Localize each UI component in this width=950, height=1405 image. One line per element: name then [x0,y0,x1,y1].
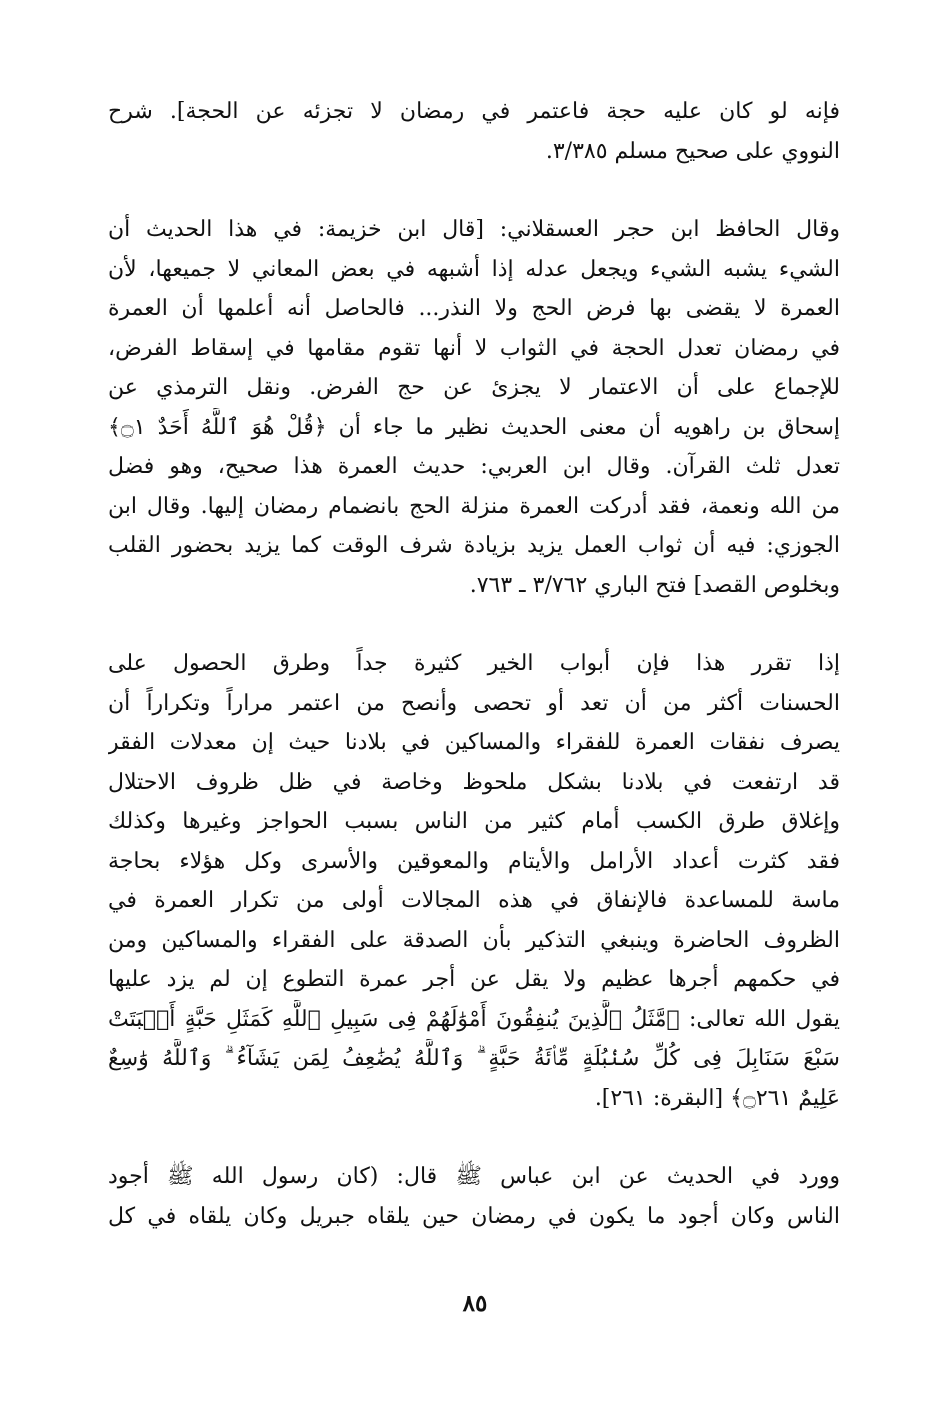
text-line: الجوزي: فيه أن ثواب العمل يزيد بزيادة شرف الوقت كما يزيد بحضور القلب [108,533,840,558]
page-number: ٨٥ [462,1290,488,1317]
text-line: العمرة لا يقضى بها فرض الحج ولا النذر... فالحاصل أنه أعلمها أن العمرة [108,296,840,321]
quran-verse-line: سَبْعَ سَنَابِلَ فِى كُلِّ سُنۢبُلَةٍ مِّا۟ئَةُ حَبَّةٍ ۗ وَٱللَّهُ يُضَٰعِفُ لِمَن يَشَآءُ ۗ وَٱللَّهُ وَٰسِعٌ [108,1046,840,1071]
paragraph-gap [108,605,840,644]
text-line: فإنه لو كان عليه حجة فاعتمر في رمضان لا تجزئه عن الحجة]. شرح [108,99,840,124]
text-line: الحسنات أكثر من أن تعد أو تحصى وأنصح من اعتمر مراراً وتكراراً أن [108,690,840,716]
text-line: إسحاق بن راهويه أن معنى الحديث نظير ما جاء أن ﴿قُلْ هُوَ ٱللَّهُ أَحَدٌ ۝١﴾ [108,414,840,440]
text-line: تعدل ثلث القرآن. وقال ابن العربي: حديث العمرة هذا صحيح، وهو فضل [108,454,840,479]
text-line: للإجماع على أن الاعتمار لا يجزئ عن حج الفرض. ونقل الترمذي عن [108,375,840,400]
text-line: ماسة للمساعدة فالإنفاق في هذه المجالات أولى من تكرار العمرة في [108,888,840,913]
quran-verse-line: عَلِيمٌ ۝٢٦١﴾ [البقرة: ٢٦١]. [594,1085,840,1111]
paragraph-nawawi-citation [108,92,840,171]
text-line: وورد في الحديث عن ابن عباس ﷺ قال: (كان رسول الله ﷺ أجود [108,1164,840,1189]
paragraph-gap [108,1118,840,1157]
text-line: الشيء يشبه الشيء ويجعل عدله إذا أشبهه في بعض المعاني لا جميعها، لأن [108,256,840,282]
text-line: قد ارتفعت في بلادنا بشكل ملحوظ وخاصة في ظل ظروف الاحتلال [108,769,840,795]
quran-verse-line: يقول الله تعالى: ﴿مَّثَلُ ٱلَّذِينَ يُنفِقُونَ أَمْوَٰلَهُمْ فِى سَبِيلِ ٱللَّهِ كَمَثَلِ حَبَّةٍ أَنۢبَتَتْ [108,1006,840,1032]
text-line: في رمضان تعدل الحجة في الثواب لا أنها تقوم مقامها في إسقاط الفرض، [108,335,840,361]
text-line: إذا تقرر هذا فإن أبواب الخير كثيرة جداً وطرق الحصول على [108,651,840,676]
text-line: النووي على صحيح مسلم ٣/٣٨٥. [545,138,840,164]
text-line: الظروف الحاضرة وينبغي التذكير بأن الصدقة على الفقراء والمساكين ومن [108,927,840,953]
text-line: فقد كثرت أعداد الأرامل والأيتام والمعوقين والأسرى وكل هؤلاء بحاجة [108,848,840,874]
text-line: وإغلاق طرق الكسب أمام كثير من الناس بسبب الحواجز وغيرها وكذلك [108,809,840,834]
text-line: وبخلوص القصد] فتح الباري ٣/٧٦٢ ـ ٧٦٣. [469,572,840,598]
paragraph-ibn-abbas-hadith [108,1157,840,1236]
text-line: الناس وكان أجود ما يكون في رمضان حين يلقاه جبريل وكان يلقاه في كل [108,1203,840,1229]
text-line: من الله ونعمة، فقد أدركت العمرة منزلة الحج بانضمام رمضان إليها. وقال ابن [108,493,840,519]
text-line: يصرف نفقات العمرة للفقراء والمساكين في بلادنا حيث إن معدلات الفقر [108,730,840,755]
text-line: في حكمهم أجرها عظيم ولا يقل عن أجر عمرة التطوع إن لم يزد عليها [108,967,840,992]
paragraph-gap [108,171,840,210]
page-body [108,92,840,1236]
paragraph-ibn-hajar-quote [108,210,840,605]
text-line: وقال الحافظ ابن حجر العسقلاني: [قال ابن خزيمة: في هذا الحديث أن [108,217,840,242]
paragraph-charity-advice [108,644,840,1118]
